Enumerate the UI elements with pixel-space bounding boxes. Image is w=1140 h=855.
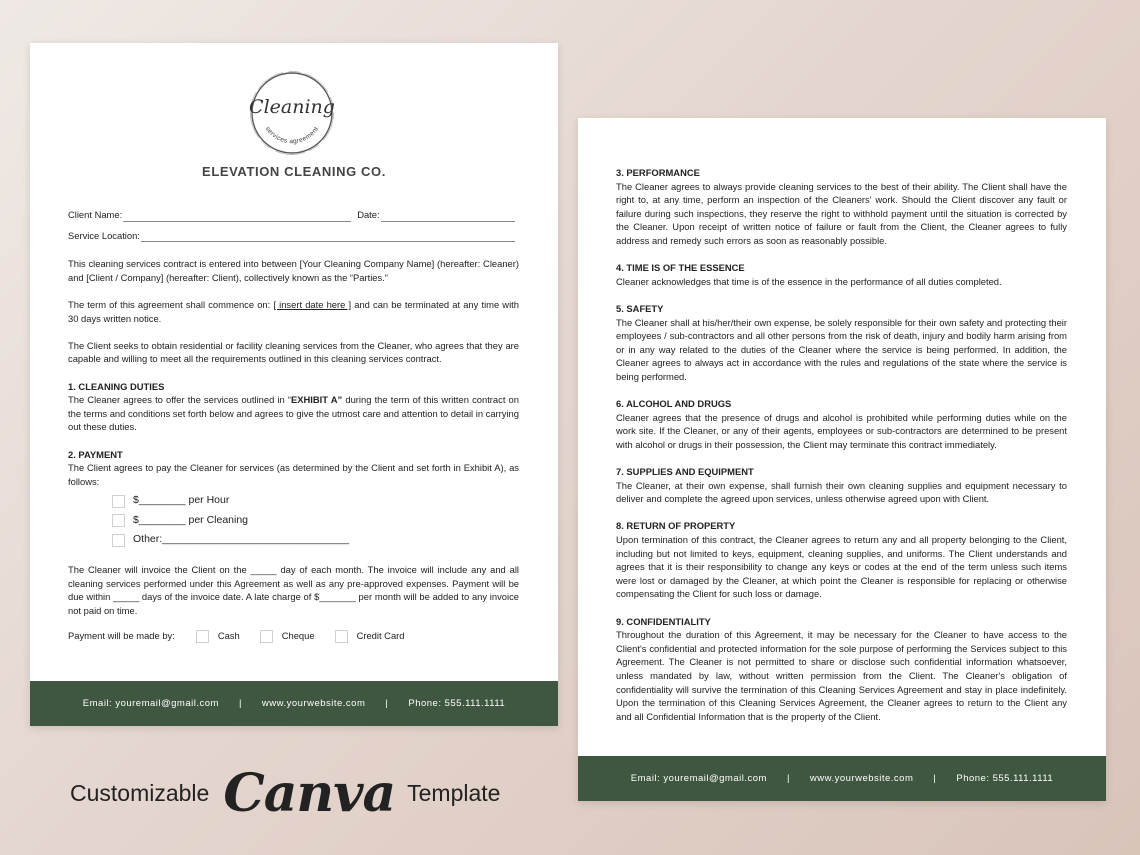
payment-method-row <box>68 629 519 643</box>
section-8 <box>616 519 1067 601</box>
section-text: The Cleaner, at their own expense, shall furnish their own cleaning supplies and equipment necessary to deliver and complete the agreed upon services, unless otherwise agreed upon with Client. <box>616 479 1067 505</box>
template-label: Template <box>407 779 501 806</box>
cheque-label: Cheque <box>281 630 315 642</box>
section-5 <box>616 302 1067 384</box>
footer-phone: Phone: 555.111.1111 <box>956 773 1054 784</box>
client-name-field[interactable] <box>123 211 351 222</box>
payment-by-label: Payment will be made by: <box>68 630 175 642</box>
term-text-end: and can be terminated at any time with 30 days written notice. <box>68 298 519 324</box>
footer-email: Email: youremail@gmail.com <box>82 698 219 709</box>
credit-card-checkbox[interactable] <box>335 630 348 643</box>
intro-parties: This cleaning services contract is entered into between [Your Cleaning Company Name] (hereafter: Cleaner) and [Client / Company] (hereafter: Client), collectively known as the “Parties.” <box>68 258 519 283</box>
logo-ring-text: services agreement <box>263 125 321 146</box>
insert-date-link[interactable]: [ insert date here ] <box>273 298 352 310</box>
section-6 <box>616 397 1067 451</box>
canva-wordmark: Canva <box>223 762 396 824</box>
section-3 <box>616 166 1067 248</box>
rate-checkbox[interactable] <box>112 495 125 508</box>
section-title: 7. SUPPLIES AND EQUIPMENT <box>616 466 754 478</box>
invoice-terms: The Cleaner will invoice the Client on the _____ day of each month. The invoice will include any and all cleaning services performed under this Agreement as well as any pre-approved expenses. Payment will be due within _____ days of the invoice date. A late charge of $_______ per month will be added to any invoice not paid on time. <box>68 564 519 616</box>
section-7 <box>616 465 1067 506</box>
term-text-start: The term of this agreement shall commence on: <box>68 298 274 310</box>
date-field[interactable] <box>381 211 515 222</box>
credit-card-label: Credit Card <box>356 630 405 642</box>
document-page-2 <box>578 118 1106 801</box>
footer-website: www.yourwebsite.com <box>809 773 914 784</box>
rate-checkbox[interactable] <box>112 534 125 547</box>
intro-term <box>68 298 519 325</box>
section-title: 3. PERFORMANCE <box>616 167 700 178</box>
section-text: Throughout the duration of this Agreement, it may be necessary for the Cleaner to have access to the Client's confidential and protected information for the sole purpose of performing the Services subject to this Agreement. The Cleaner is not permitted to share or disclose such confidential information whatsoever, unless mandated by law, without written permission from the Client. The Cleaner's obligation of confidentiality will survive the termination of this Cleaning Services Agreement and stay in place indefinitely. Upon the termination of this Cleaning Services Agreement, the Cleaner agrees to return to the Client any and all Confidential Information that is the property of the Client. <box>616 629 1067 722</box>
footer-separator: | <box>238 698 242 709</box>
cleaning-logo <box>247 68 337 158</box>
section-1-text-start: The Cleaner agrees to offer the services outlined in “ <box>68 394 291 406</box>
footer-separator: | <box>786 773 790 784</box>
section-1-text-end: during the term of this written contract on the terms and conditions set forth below and agrees to give the utmost care and attention to detail in carrying out these duties. <box>68 394 519 433</box>
section-9 <box>616 615 1067 724</box>
page-2-body <box>616 166 1067 737</box>
footer-website: www.yourwebsite.com <box>261 698 366 709</box>
service-location-label: Service Location: <box>68 229 140 241</box>
client-name-row <box>68 208 519 222</box>
section-title: 9. CONFIDENTIALITY <box>616 615 711 627</box>
cash-label: Cash <box>217 630 240 642</box>
service-location-row <box>68 229 519 243</box>
page-1-footer <box>30 681 558 726</box>
exhibit-a-ref: EXHIBIT A” <box>291 394 343 406</box>
section-4 <box>616 261 1067 288</box>
section-title: 5. SAFETY <box>616 302 664 314</box>
section-text: The Cleaner shall at his/her/their own expense, be solely responsible for their own safety and protecting their employees / sub-contractors and all other persons from the risk of death, injury and bodily harm arising from or in any way related to the duties of the Cleaner where the service is being performed. In addition, the Cleaner agrees to always act in accordance with the rules and regulations of the state where the service is being performed. <box>616 316 1067 382</box>
section-text: Cleaner acknowledges that time is of the essence in the performance of all duties completed. <box>616 275 1002 287</box>
intro-services: The Client seeks to obtain residential or facility cleaning services from the Cleaner, who agrees that they are capable and willing to meet all the requirements outlined in this cleaning services contract. <box>68 339 519 365</box>
footer-phone: Phone: 555.111.1111 <box>408 698 506 709</box>
footer-separator: | <box>385 698 389 709</box>
footer-email: Email: youremail@gmail.com <box>630 773 767 784</box>
section-title: 8. RETURN OF PROPERTY <box>616 520 736 532</box>
logo-script-text: Cleaning <box>249 96 335 118</box>
section-title: 4. TIME IS OF THE ESSENCE <box>616 262 745 274</box>
section-text: Upon termination of this contract, the Cleaner agrees to return any and all property belonging to the Client, including but not limited to keys, equipment, cleaning supplies, and uniforms. The Client understands and agrees that it is their responsibility to change any keys or codes at the end of the term unless such items were lost or damaged by the Cleaner, at which point the Cleaner is responsible for replacing or otherwise compensating the Client for such loss or damage. <box>616 534 1067 600</box>
client-name-label: Client Name: <box>68 209 123 220</box>
customizable-label: Customizable <box>70 779 210 806</box>
section-1-title: 1. CLEANING DUTIES <box>68 380 165 392</box>
rate-checkbox[interactable] <box>112 514 125 527</box>
cheque-checkbox[interactable] <box>260 630 273 643</box>
canva-template-branding <box>70 758 500 828</box>
section-text: Cleaner agrees that the presence of drugs and alcohol is prohibited while performing duties while on the work site. If the Cleaner, or any of their agents, employees or sub-contractors are determined to be present with alcohol or drugs in their possession, the Client may terminate this contract immediately. <box>616 411 1067 450</box>
cash-checkbox[interactable] <box>196 630 209 643</box>
rate-label: $________ per Hour <box>133 494 230 507</box>
section-text: The Cleaner agrees to always provide cleaning services to the best of their ability. The Client shall have the right to, at any time, perform an inspection of the Cleaners' work. Should the Client discover any fault or failure during such inspections, they reserve the right to withhold payment until the situation is corrected by the Cleaner. Upon receipt of written notice of failure or fault from the Client, the Cleaner agrees to fully address and remedy such errors as soon as reasonably possible. <box>616 180 1067 246</box>
section-1-text <box>68 393 519 434</box>
section-title: 6. ALCOHOL AND DRUGS <box>616 398 732 410</box>
company-name: ELEVATION CLEANING CO. <box>202 164 386 179</box>
rate-option-cleaning[interactable] <box>112 514 519 528</box>
date-label: Date: <box>357 209 380 220</box>
rate-option-hour[interactable] <box>112 494 519 508</box>
rate-label: Other:________________________________ <box>133 533 350 546</box>
page-2-footer <box>578 756 1106 801</box>
rate-option-other[interactable] <box>112 533 519 547</box>
section-2-text: The Client agrees to pay the Cleaner for services (as determined by the Client and set forth in Exhibit A), as follows: <box>68 462 519 487</box>
page-1-body <box>68 208 519 643</box>
document-page-1 <box>30 43 558 726</box>
service-location-field[interactable] <box>141 231 515 242</box>
footer-separator: | <box>933 773 937 784</box>
section-2-title: 2. PAYMENT <box>68 448 123 460</box>
rate-label: $________ per Cleaning <box>133 513 249 526</box>
